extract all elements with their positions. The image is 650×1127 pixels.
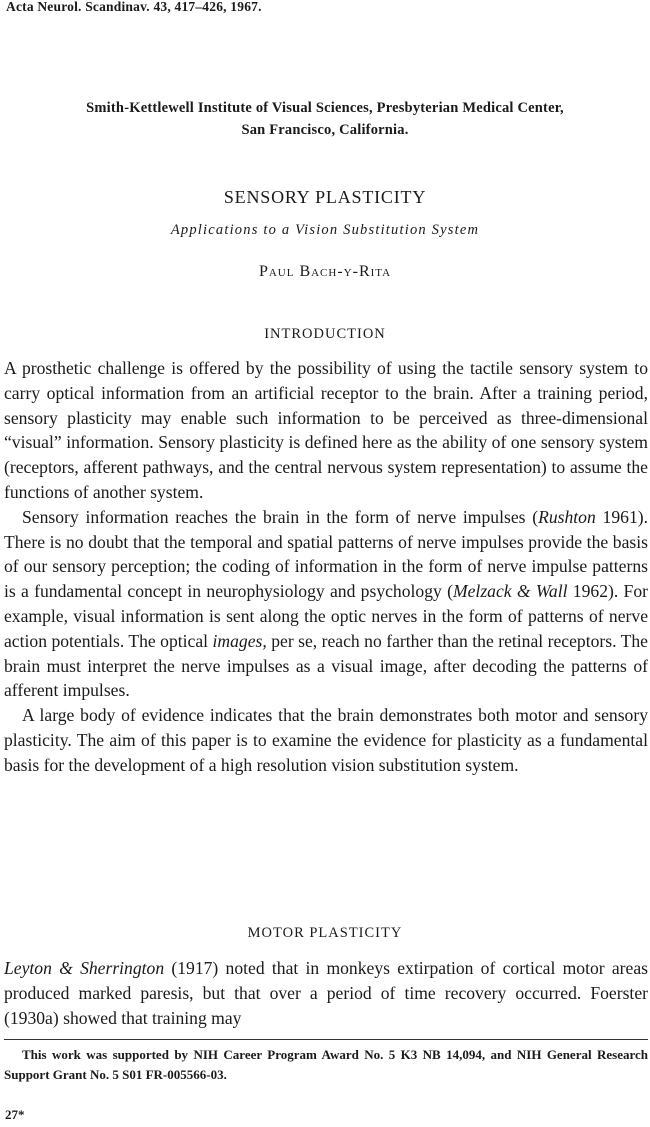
- text-run: per se, reach no farther than the retinal receptors. The brain must interpret the nerve impulses as a visual image, after decoding the patterns of afferent impulses.: [4, 630, 648, 701]
- motor-plasticity-body: [4, 956, 648, 1030]
- text-run: 1961). There is no doubt that the temporal and spatial patterns of nerve impulses provide the basis of our sensory perception; the coding of information in the form of nerve impulse patterns is a fundamental concept in neurophysiology and psychology (: [4, 506, 648, 602]
- motor-paragraph-1: [4, 956, 648, 1030]
- author-name: Paul Bach-y-Rita: [258, 263, 392, 280]
- section-heading-introduction: INTRODUCTION: [264, 326, 386, 342]
- text-run: (1917) noted that in monkeys extirpation of cortical motor areas produced marked paresis, but that over a period of time recovery occurred. Foerster (1930a) showed that training may: [4, 958, 648, 1028]
- affiliation: [0, 97, 650, 141]
- intro-paragraph-2: [4, 505, 648, 703]
- footnote-divider: [4, 1039, 648, 1040]
- emphasis-images: images,: [212, 630, 267, 651]
- paper-title: SENSORY PLASTICITY: [223, 187, 427, 207]
- intro-paragraph-1: A prosthetic challenge is offered by the possibility of using the tactile sensory system to carry optical information from an artificial receptor to the brain. After a training period, sensory plasticity may enable such information to be perceived as three-dimensional “visual” information. Sensory plasticity is defined here as the ability of one sensory system (receptors, afferent pathways, and the central nervous system representation) to assume the functions of another system.: [4, 358, 648, 502]
- page-number: 27*: [5, 1107, 25, 1122]
- journal-citation: Acta Neurol. Scandinav. 43, 417–426, 1967.: [6, 0, 262, 14]
- section-heading-motor-plasticity: MOTOR PLASTICITY: [247, 925, 403, 941]
- citation-melzack-wall: Melzack & Wall: [452, 581, 568, 602]
- affiliation-line-2: San Francisco, California.: [241, 122, 409, 138]
- text-run: 1962). For example, visual information is sent along the optic nerves in the form of patterns of nerve action potentials. The optical: [4, 581, 648, 651]
- text-run: Sensory information reaches the brain in the form of nerve impulses (: [22, 506, 539, 527]
- footnote: [4, 1045, 648, 1084]
- introduction-body: [4, 356, 648, 778]
- citation-leyton-sherrington: Leyton & Sherrington: [4, 958, 165, 978]
- paper-subtitle: Applications to a Vision Substitution System: [170, 222, 480, 238]
- citation-rushton: Rushton: [538, 506, 596, 527]
- intro-paragraph-3: A large body of evidence indicates that the brain demonstrates both motor and sensory plasticity. The aim of this paper is to examine the evidence for plasticity as a fundamental basis for the development of a high resolution vision substitution system.: [4, 705, 648, 775]
- footnote-text: This work was supported by NIH Career Program Award No. 5 K3 NB 14,094, and NIH General Research Support Grant No. 5 S01 FR-005566-03.: [4, 1047, 648, 1082]
- affiliation-line-1: Smith-Kettlewell Institute of Visual Sciences, Presbyterian Medical Center,: [86, 100, 564, 116]
